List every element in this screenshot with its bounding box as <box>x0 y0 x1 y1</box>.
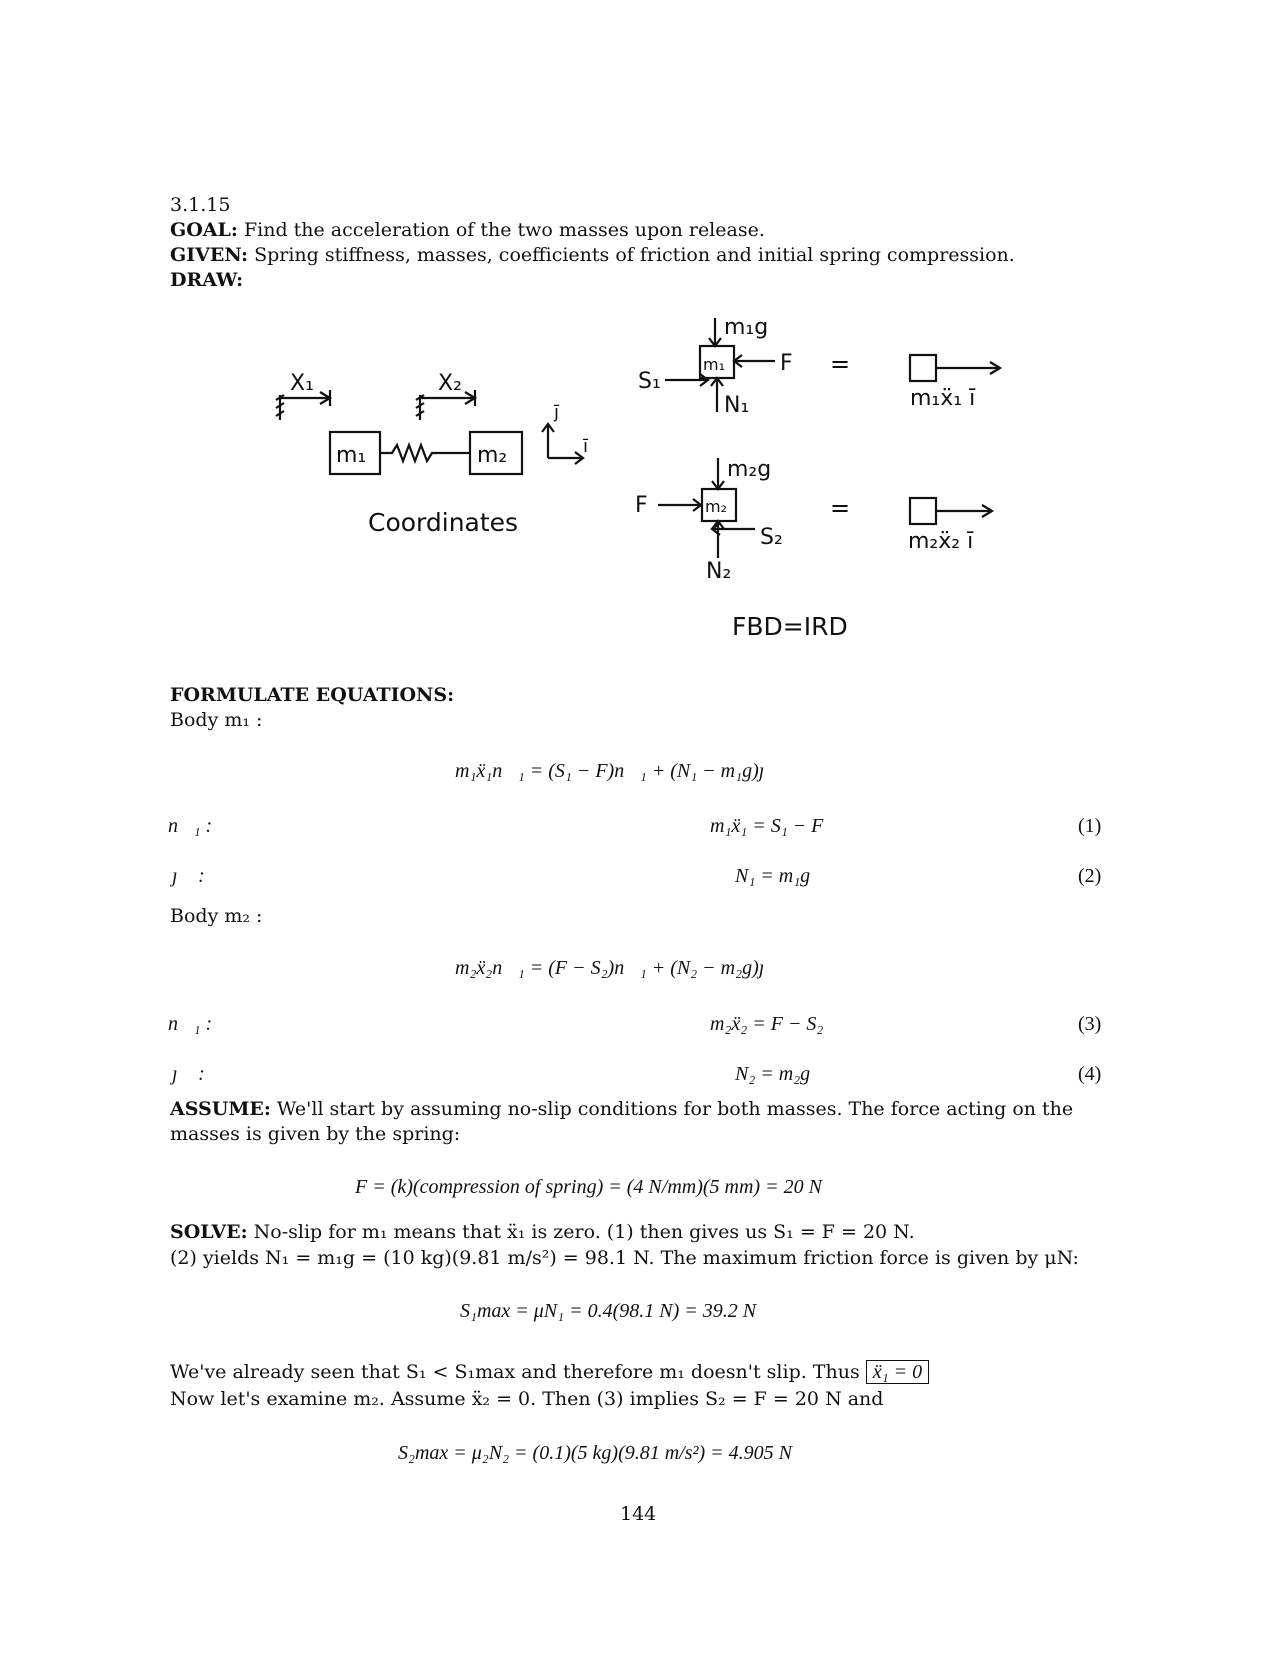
equals-2: = <box>830 494 851 522</box>
page-number: 144 <box>620 1503 657 1525</box>
solve-text-3: We've already seen that S₁ < S₁max and therefore m₁ doesn't slip. Thus <box>170 1361 860 1383</box>
fbd-m2-label: m₂ <box>705 497 727 516</box>
ird1-label: m₁ẍ₁ ī <box>910 386 976 411</box>
fbd2-F-label: F <box>635 493 648 518</box>
spring-force-equation: F = (k)(compression of spring) = (4 N/mm)(5 mm) = 20 N <box>355 1176 822 1198</box>
equation-2-number: (2) <box>1078 865 1102 887</box>
equation-4-number: (4) <box>1078 1063 1102 1085</box>
body1-label: Body m₁ : <box>170 709 263 731</box>
m1g-label: m₁g <box>724 315 769 340</box>
m2g-label: m₂g <box>727 457 772 482</box>
m1-label: m₁ <box>336 443 367 468</box>
x1-label: X₁ <box>290 371 314 396</box>
ij-axes-icon <box>542 424 583 464</box>
s2-label: S₂ <box>760 525 783 550</box>
eq4-direction: ȷ⃗ : <box>172 1063 205 1085</box>
i-label: ī <box>583 436 589 457</box>
n1-label: N₁ <box>724 393 750 418</box>
body1-vector-equation: m₁ẍ₁n⃗₁ = (S₁ − F)n⃗₁ + (N₁ − m₁g)ȷ⃗ <box>455 760 780 782</box>
draw-label: DRAW: <box>170 269 244 291</box>
spring-icon <box>380 445 470 461</box>
assume-paragraph <box>170 1097 1100 1147</box>
j-label: j̄ <box>554 402 560 423</box>
n2-label: N₂ <box>706 559 732 584</box>
s1max-equation: S₁max = μN₁ = 0.4(98.1 N) = 39.2 N <box>460 1300 757 1322</box>
solve-text-1: No-slip for m₁ means that ẍ₁ is zero. (1) then gives us S₁ = F = 20 N. <box>253 1221 915 1243</box>
problem-number: 3.1.15 <box>170 194 231 216</box>
m2-label: m₂ <box>477 443 508 468</box>
equals-1: = <box>830 350 851 378</box>
solve-line-2: (2) yields N₁ = m₁g = (10 kg)(9.81 m/s²) = 98.1 N. The maximum friction force is given by μN: <box>170 1247 1079 1269</box>
eq3-direction: n⃗₁ : <box>168 1013 213 1035</box>
fbd1-F-label: F <box>780 351 793 376</box>
goal-text: Find the acceleration of the two masses upon release. <box>243 219 765 241</box>
formulate-label: FORMULATE EQUATIONS: <box>170 684 455 706</box>
body2-vector-equation: m₂ẍ₂n⃗₁ = (F − S₂)n⃗₁ + (N₂ − m₂g)ȷ⃗ <box>455 957 780 979</box>
body2-label: Body m₂ : <box>170 905 263 927</box>
equation-3: m₂ẍ₂ = F − S₂ <box>710 1013 824 1035</box>
equation-4: N₂ = m₂g <box>735 1063 811 1085</box>
fbd-ird-caption: FBD=IRD <box>732 612 848 641</box>
fbd-m1-label: m₁ <box>703 355 725 374</box>
solve-line-1 <box>170 1220 915 1244</box>
equation-1: m₁ẍ₁ = S₁ − F <box>710 815 824 837</box>
solve-label: SOLVE: <box>170 1221 248 1243</box>
ird2-label: m₂ẍ₂ ī <box>908 529 974 554</box>
solve-line-4: Now let's examine m₂. Assume ẍ₂ = 0. Then (3) implies S₂ = F = 20 N and <box>170 1388 884 1410</box>
ird-m2-block <box>910 498 936 524</box>
equation-3-number: (3) <box>1078 1013 1102 1035</box>
coordinates-caption: Coordinates <box>368 508 519 537</box>
s1-label: S₁ <box>638 369 661 394</box>
eq2-direction: ȷ⃗ : <box>172 865 205 887</box>
assume-label: ASSUME: <box>170 1098 271 1120</box>
equation-1-number: (1) <box>1078 815 1102 837</box>
eq1-direction: n⃗₁ : <box>168 815 213 837</box>
s2max-equation: S₂max = μ₂N₂ = (0.1)(5 kg)(9.81 m/s²) = 4.905 N <box>398 1442 793 1464</box>
equation-2: N₁ = m₁g <box>735 865 811 887</box>
figure-sketch <box>0 0 1280 680</box>
boxed-result: ẍ₁ = 0 <box>866 1360 929 1384</box>
ird-m1-block <box>910 355 936 381</box>
goal-label: GOAL: <box>170 219 238 241</box>
assume-text: We'll start by assuming no-slip conditions for both masses. The force acting on the masses is given by the spring: <box>170 1098 1074 1145</box>
given-label: GIVEN: <box>170 244 249 266</box>
x2-label: X₂ <box>438 371 462 396</box>
given-text: Spring stiffness, masses, coefficients of friction and initial spring compression. <box>254 244 1015 266</box>
solve-line-3 <box>170 1360 929 1384</box>
